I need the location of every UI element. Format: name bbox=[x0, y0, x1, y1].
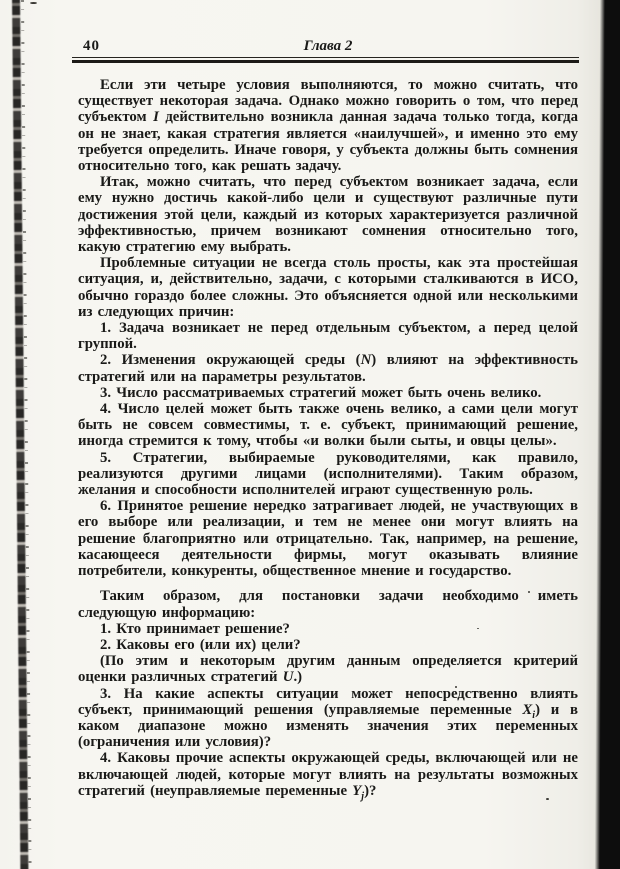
question-3: 3. На какие аспекты ситуации может непосредственно влиять субъект, принимающий решения (управляемые переменные $X_i$) и в каком диапазоне можно изменять значения этих переменных (ограничения или условия)? bbox=[78, 685, 578, 751]
question-1: 1. Кто принимает решение? bbox=[100, 620, 290, 637]
scan-right-edge bbox=[595, 0, 620, 869]
body-text bbox=[78, 77, 579, 802]
running-head bbox=[78, 38, 578, 56]
task-definition-paragraph: Итак, можно считать, что перед субъектом возникает задача, если ему нужно достичь какой-либо цели и существуют различные пути достижения этой цели, каждый из которых характеризуется различной эффективностью, причем возникают сомнения относительно того, какую стратегию ему выбрать. bbox=[78, 174, 578, 256]
criterion-note: (По этим и некоторым другим данным определяется критерий оценки различных стратегий U.) bbox=[78, 653, 578, 686]
reason-2: 2. Изменения окружающей среды (N) влияют на эффективность стратегий или на параметры результатов. bbox=[78, 352, 578, 385]
header-rule-thick bbox=[72, 60, 579, 63]
intro-paragraph: Если эти четыре условия выполняются, то можно считать, что существует некоторая задача. Однако можно говорить о том, что перед субъектом I действительно возникла данная задача только тогда, когда он не знает, какая стратегия является «наилучшей», и именно это ему требуется определить. Иначе говоря, у субъекта должны быть сомнения относительно того, как решать задачу. bbox=[78, 77, 579, 175]
reason-1: 1. Задача возникает не перед отдельным субъектом, а перед целой группой. bbox=[78, 320, 578, 353]
chapter-title: Глава 2 bbox=[303, 38, 353, 54]
reason-3: 3. Число рассматриваемых стратегий может быть очень велико. bbox=[100, 384, 542, 401]
information-needed-paragraph: Таким образом, для постановки задачи необходимо иметь следующую информацию: bbox=[78, 588, 578, 621]
reason-4: 4. Число целей может быть также очень велико, а сами цели могут быть не совсем совместимы, т. е. субъект, принимающий решение, иногда стремится к тому, чтобы «и волки были сыты, и овцы целы». bbox=[78, 401, 578, 450]
reason-6: 6. Принятое решение нередко затрагивает людей, не участвующих в его выборе или реализации, и тем не менее они могут влиять на решение благоприятно или отрицательно. Так, например, на решение, касающееся деятельности фирмы, могут оказывать влияние потребители, конкуренты, общественное мнение и государство. bbox=[78, 498, 578, 580]
problem-situations-paragraph: Проблемные ситуации не всегда столь просты, как эта простейшая ситуация, и, действительно, задачи, с которыми сталкиваются в ИСО, обычно гораздо более сложны. Это объясняется одной или несколькими из следующих причин: bbox=[78, 255, 578, 320]
question-4: 4. Каковы прочие аспекты окружающей среды, включающей или не включающей людей, которые могут влиять на результаты возможных стратегий (неуправляемые переменные $Y_j$)? bbox=[78, 750, 578, 802]
question-2: 2. Каковы его (или их) цели? bbox=[100, 636, 301, 653]
header-rule-thin bbox=[72, 57, 579, 58]
page-number: 40 bbox=[83, 38, 100, 54]
scan-speck bbox=[30, 2, 37, 4]
reason-5: 5. Стратегии, выбираемые руководителями, как правило, реализуются другими лицами (исполнителями). Таким образом, желания и способности исполнителей играют существенную роль. bbox=[78, 449, 578, 499]
